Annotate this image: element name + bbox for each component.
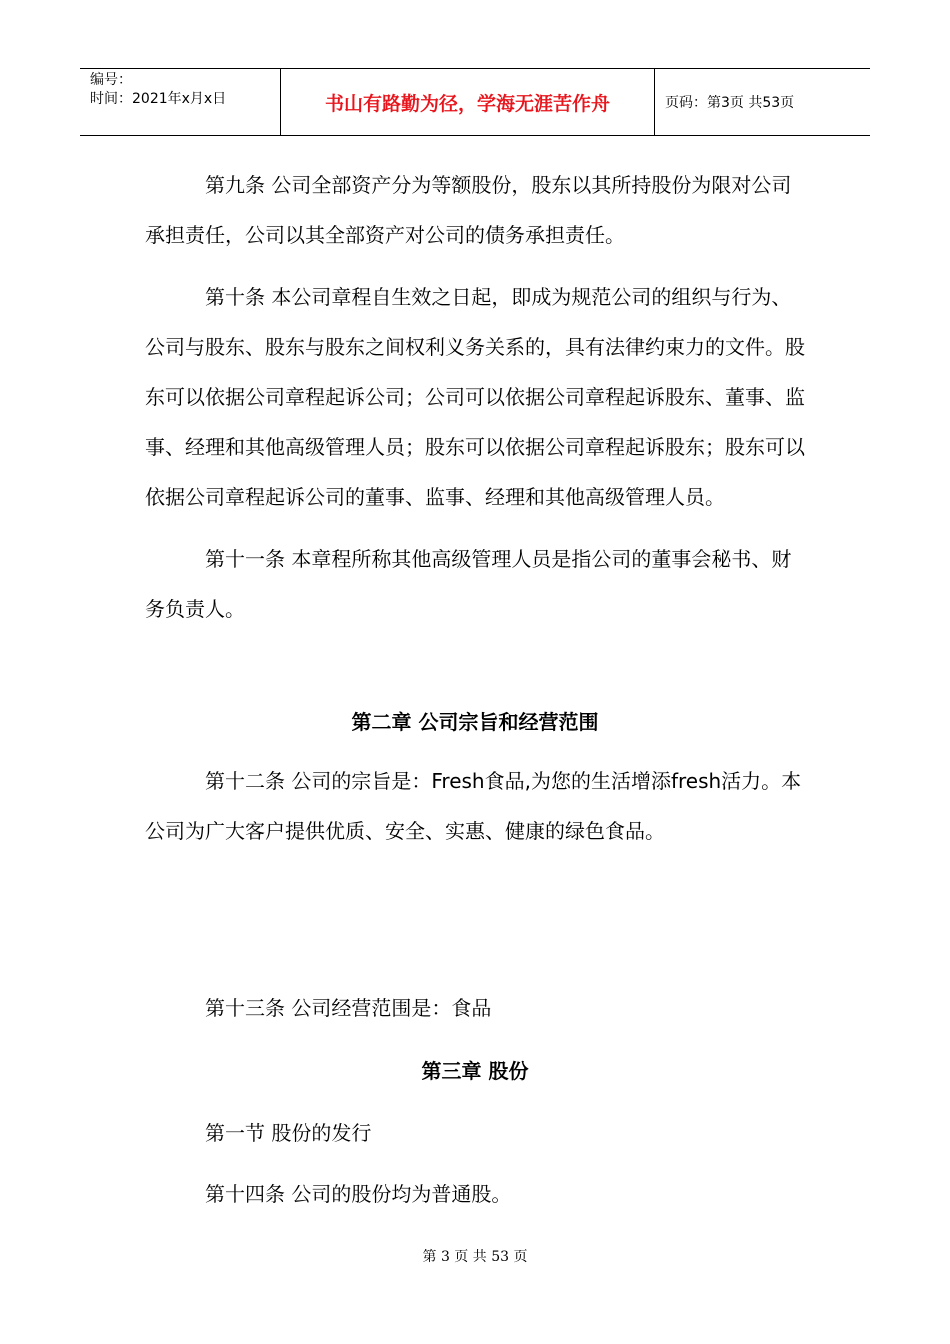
chapter-2-title: 第二章 公司宗旨和经营范围 <box>351 710 599 734</box>
article-11: 第十一条 本章程所称其他高级管理人员是指公司的董事会秘书、财务负责人。 <box>145 547 792 621</box>
document-date-label: 时间：2021年x月x日 <box>90 91 227 107</box>
header-table <box>80 68 870 136</box>
document-number-label: 编号： <box>90 72 132 88</box>
page-footer: 第 3 页 共 53 页 <box>422 1249 528 1265</box>
article-13: 第十三条 公司经营范围是：食品 <box>205 996 492 1020</box>
header-info-cell <box>80 69 281 135</box>
section-1-title: 第一节 股份的发行 <box>205 1121 372 1145</box>
article-block-top <box>145 160 805 634</box>
article-12: 第十二条 公司的宗旨是：Fresh食品,为您的生活增添fresh活力。本公司为广大客户提供优质、安全、实惠、健康的绿色食品。 <box>145 769 802 843</box>
chapter-3-title: 第三章 股份 <box>421 1059 529 1083</box>
header-motto: 书山有路勤为径，学海无涯苦作舟 <box>281 69 655 135</box>
article-14: 第十四条 公司的股份均为普通股。 <box>205 1182 512 1206</box>
header-page-info: 页码：第3页 共53页 <box>665 95 795 111</box>
article-12-block <box>145 756 805 856</box>
article-9: 第九条 公司全部资产分为等额股份，股东以其所持股份为限对公司承担责任，公司以其全部资产对公司的债务承担责任。 <box>145 173 792 247</box>
article-10: 第十条 本公司章程自生效之日起，即成为规范公司的组织与行为、公司与股东、股东与股东之间权利义务关系的，具有法律约束力的文件。股东可以依据公司章程起诉公司；公司可以依据公司章程起诉股东、董事、监事、经理和其他高级管理人员；股东可以依据公司章程起诉股东；股东可以依据公司章程起诉公司的董事、监事、经理和其他高级管理人员。 <box>145 285 805 509</box>
